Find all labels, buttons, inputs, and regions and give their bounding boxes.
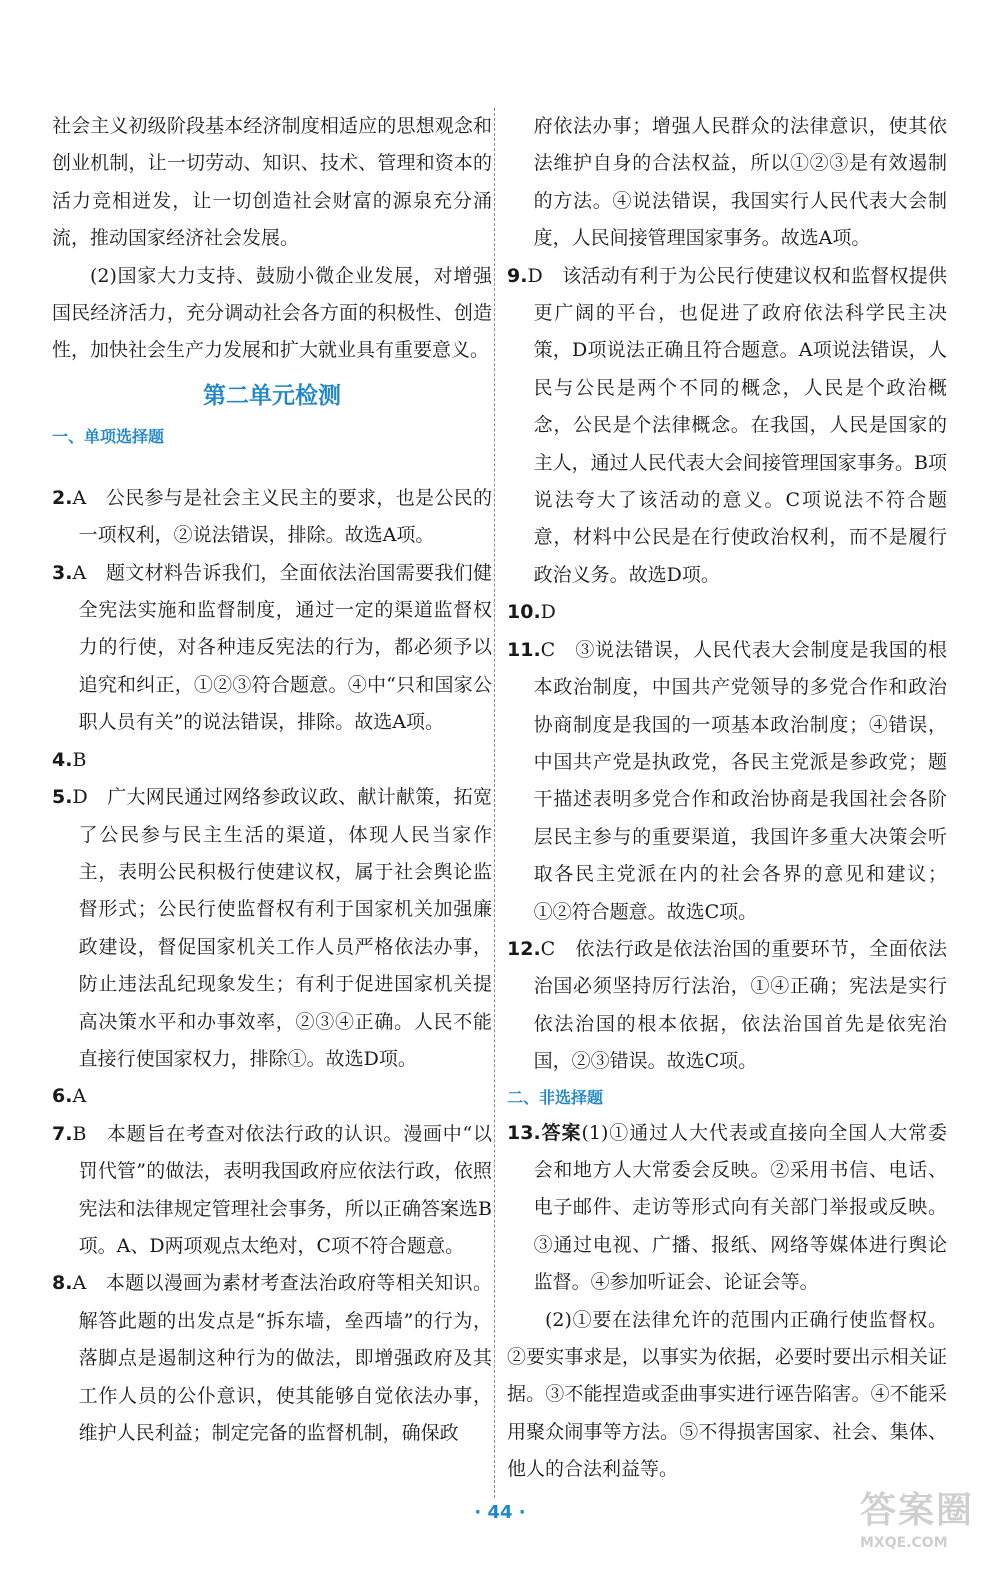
item-number: 5. xyxy=(52,786,73,809)
item-number: 11. xyxy=(507,638,541,661)
item-text: A 题文材料告诉我们，全面依法治国需要我们健全宪法实施和监督制度，通过一定的渠道监督权力的行使，对各种违反宪法的行为，都必须予以追究和纠正，①②③符合题意。④中“只和国家公职人员有关”的说法错误，排除。故选A项。 xyxy=(72,561,492,734)
subsection-heading: 二、非选择题 xyxy=(507,1087,604,1107)
answer-label: 答案 xyxy=(540,1121,582,1144)
paragraph: 社会主义初级阶段基本经济制度相适应的思想观念和创业机制，让一切劳动、知识、技术、管理和资本的活力竞相迸发，让一切创造社会财富的源泉充分涌流，推动国家经济社会发展。 xyxy=(52,115,492,250)
answer-item xyxy=(52,555,492,742)
item-text: B 本题旨在考查对依法行政的认识。漫画中“以罚代管”的做法，表明我国政府应依法行政，依照宪法和法律规定管理社会事务，所以正确答案选B项。A、D两项观点太绝对，C项不符合题意。 xyxy=(72,1122,492,1257)
item-text: D 广大网民通过网络参政议政、献计献策，拓宽了公民参与民主生活的渠道，体现人民当家作主，表明公民积极行使建议权，属于社会舆论监督形式；公民行使监督权有利于国家机关加强廉政建设，督促国家机关工作人员严格依法办事，防止违法乱纪现象发生；有利于促进国家机关提高决策水平和办事效率，②③④正确。人民不能直接行使国家权力，排除①。故选D项。 xyxy=(72,786,492,1070)
subsection-heading: 一、单项选择题 xyxy=(52,426,165,446)
answer-item xyxy=(52,742,492,779)
item-number: 6. xyxy=(52,1085,73,1108)
answer-item xyxy=(52,779,492,1078)
item-text: (1)①通过人大代表或直接向全国人大常委会和地方人大常委会反映。②采用书信、电话、电子邮件、走访等形式向有关部门举报或反映。③通过电视、广播、报纸、网络等媒体进行舆论监督。④参加听证会、论证会等。 xyxy=(533,1121,947,1294)
page-number: · 44 · xyxy=(474,1502,526,1523)
watermark-url: MXQE.COM xyxy=(860,1535,948,1551)
item-text: A 本题以漫画为素材考查法治政府等相关知识。解答此题的出发点是“拆东墙，垒西墙”的行为，落脚点是遏制这种行为的做法，即增强政府及其工作人员的公仆意识，使其能够自觉依法办事，维护人民利益；制定完备的监督机制，确保政 xyxy=(72,1272,492,1444)
item-number: 8. xyxy=(52,1272,73,1295)
watermark-logo xyxy=(860,1488,980,1560)
answer-item xyxy=(52,480,492,555)
item-number: 4. xyxy=(52,748,73,771)
paragraph: (2)①要在法律允许的范围内正确行使监督权。②要实事求是，以事实为依据，必要时要出示相关证据。③不能捏造或歪曲事实进行诬告陷害。④不能采用聚众闹事等方法。⑤不得损害国家、社会、集体、他人的合法利益等。 xyxy=(507,1308,947,1481)
right-column xyxy=(507,108,947,1489)
watermark-text: 答案圈 xyxy=(860,1490,975,1531)
answer-item xyxy=(507,632,947,931)
item-text: A 公民参与是社会主义民主的要求，也是公民的一项权利，②说法错误，排除。故选A项。 xyxy=(72,486,492,547)
item-number: 10. xyxy=(507,601,541,624)
item-text: C 依法行政是依法治国的重要环节，全面依法治国必须坚持厉行法治，①④正确；宪法是实行依法治国的根本依据，依法治国首先是依宪治国，②③错误。故选C项。 xyxy=(533,937,947,1073)
item-number: 13. xyxy=(507,1121,541,1144)
item-text: D xyxy=(540,601,556,624)
item-text: B xyxy=(72,748,87,771)
item-number: 2. xyxy=(52,486,73,509)
left-column xyxy=(52,108,492,1452)
paragraph: (2)国家大力支持、鼓励小微企业发展，对增强国民经济活力，充分调动社会各方面的积极性、创造性，加快社会生产力发展和扩大就业具有重要意义。 xyxy=(52,264,492,362)
answer-item xyxy=(52,1116,492,1266)
answer-item xyxy=(507,1115,947,1302)
item-text: D 该活动有利于为公民行使建议权和监督权提供更广阔的平台，也促进了政府依法科学民主决策，D项说法正确且符合题意。A项说法错误，人民与公民是两个不同的概念，人民是个政治概念，公民是个法律概念。在我国，人民是国家的主人，通过人民代表大会间接管理国家事务。B项说法夸大了该活动的意义。C项说法不符合题意，材料中公民是在行使政治权利，而不是履行政治义务。故选D项。 xyxy=(527,264,947,586)
answer-item xyxy=(52,1078,492,1115)
item-text: A xyxy=(72,1085,87,1108)
item-number: 9. xyxy=(507,264,528,287)
item-number: 12. xyxy=(507,937,541,960)
item-number: 3. xyxy=(52,561,73,584)
answer-item xyxy=(507,258,947,595)
section-title: 第二单元检测 xyxy=(203,382,341,409)
answer-item xyxy=(507,594,947,631)
item-text: C ③说法错误，人民代表大会制度是我国的根本政治制度，中国共产党领导的多党合作和政治协商制度是我国的一项基本政治制度；④错误，中国共产党是执政党，各民主党派是参政党；题干描述表明多党合作和政治协商是我国社会各阶层民主参与的重要渠道，我国许多重大决策会听取各民主党派在内的社会各界的意见和建议；①②符合题意。故选C项。 xyxy=(533,638,947,923)
answer-item-continued xyxy=(507,108,947,258)
answer-item xyxy=(507,931,947,1081)
spacer xyxy=(52,454,492,480)
item-text: 府依法办事；增强人民群众的法律意识，使其依法维护自身的合法权益，所以①②③是有效遏制的方法。④说法错误，我国实行人民代表大会制度，人民间接管理国家事务。故选A项。 xyxy=(533,115,947,250)
column-divider xyxy=(494,108,495,1498)
answer-item xyxy=(52,1265,492,1452)
item-number: 7. xyxy=(52,1122,73,1145)
